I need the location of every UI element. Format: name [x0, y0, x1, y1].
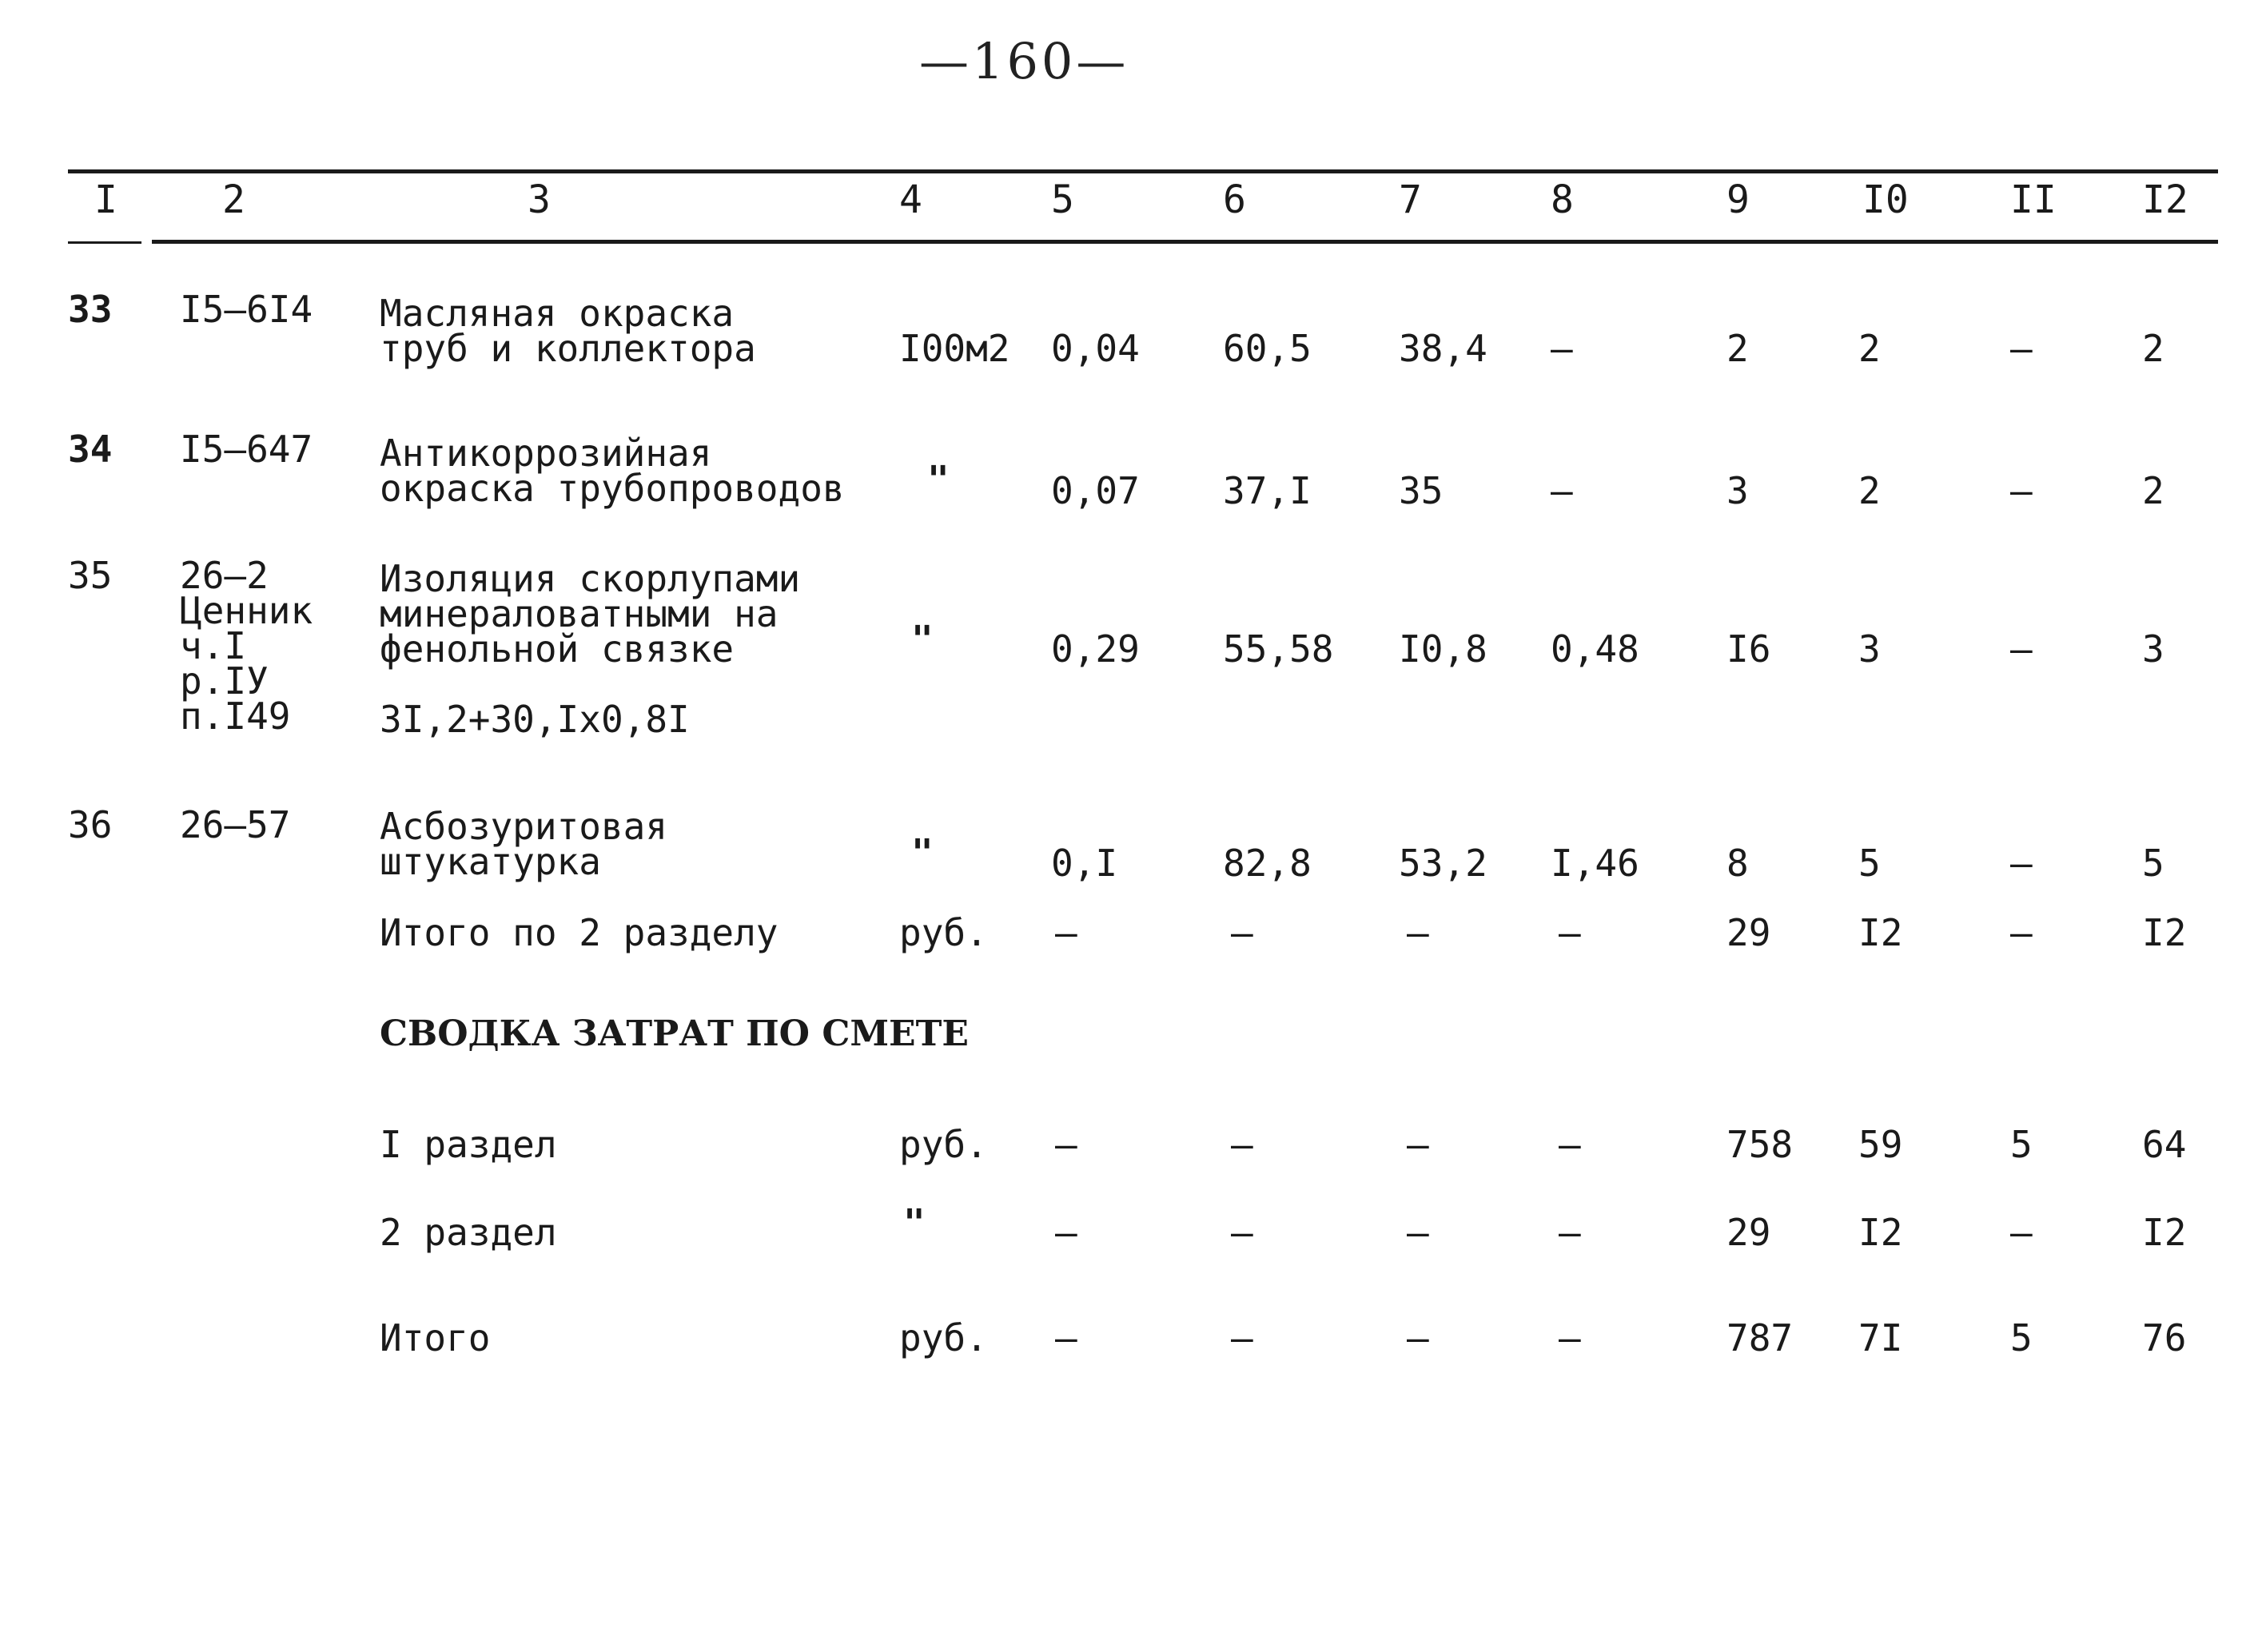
row-num: 34	[68, 428, 113, 471]
row-col9: I6	[1726, 627, 1771, 671]
summary-col10: I2	[1858, 1211, 1903, 1254]
row-col11: –	[2010, 627, 2033, 671]
col-header-8: 8	[1551, 177, 1574, 222]
col-header-5: 5	[1051, 177, 1074, 222]
row-code-line: ч.I	[180, 624, 247, 667]
summary-col6: –	[1231, 1123, 1253, 1166]
row-desc-line: Антикоррозийная	[380, 432, 712, 475]
subtotal-col8: –	[1559, 911, 1581, 954]
summary-col12: 64	[2142, 1123, 2187, 1166]
row-desc-line: штукатурка	[380, 840, 601, 883]
row-code-line: 26–2	[180, 554, 269, 597]
summary-unit-ditto: "	[903, 1201, 926, 1244]
row-col5: 0,07	[1051, 469, 1140, 512]
row-col6: 82,8	[1223, 842, 1312, 885]
row-code: I5–6I4	[180, 288, 313, 331]
row-col7: 38,4	[1399, 327, 1487, 370]
summary-col5: –	[1055, 1123, 1077, 1166]
header-bottom-rule	[152, 240, 2218, 244]
row-col8: –	[1551, 469, 1573, 512]
summary-col7: –	[1407, 1123, 1429, 1166]
summary-col11: 5	[2010, 1123, 2033, 1166]
row-col11: –	[2010, 469, 2033, 512]
summary-col7: –	[1407, 1316, 1429, 1359]
row-code-line: п.I49	[180, 695, 291, 738]
row-desc-line: фенольной связке	[380, 627, 735, 671]
header-bottom-rule-left	[68, 241, 141, 244]
row-col12: 5	[2142, 842, 2164, 885]
row-col6: 55,58	[1223, 627, 1334, 671]
col-header-11: II	[2010, 177, 2057, 222]
row-num: 33	[68, 288, 113, 331]
row-unit-ditto: "	[927, 458, 950, 501]
row-col12: 2	[2142, 469, 2164, 512]
col-header-6: 6	[1223, 177, 1246, 222]
row-code-line: р.IУ	[180, 659, 269, 703]
summary-col12: 76	[2142, 1316, 2187, 1359]
row-col5: 0,I	[1051, 842, 1118, 885]
summary-col11: –	[2010, 1211, 2033, 1254]
row-unit-ditto: "	[911, 618, 934, 661]
summary-col7: –	[1407, 1211, 1429, 1254]
row-unit: I00м2	[899, 327, 1010, 370]
summary-col10: 59	[1858, 1123, 1903, 1166]
row-col8: –	[1551, 327, 1573, 370]
summary-col10: 7I	[1858, 1316, 1903, 1359]
summary-col9: 787	[1726, 1316, 1794, 1359]
subtotal-col9: 29	[1726, 911, 1771, 954]
row-col11: –	[2010, 842, 2033, 885]
row-desc-line: труб и коллектора	[380, 327, 756, 370]
row-code: 26–57	[180, 803, 291, 846]
subtotal-label: Итого по 2 разделу	[380, 911, 779, 954]
col-header-4: 4	[899, 177, 922, 222]
summary-col5: –	[1055, 1211, 1077, 1254]
summary-title: СВОДКА ЗАТРАТ ПО СМЕТЕ	[380, 1013, 969, 1054]
col-header-12: I2	[2142, 177, 2188, 222]
row-col6: 60,5	[1223, 327, 1312, 370]
subtotal-unit: руб.	[899, 911, 988, 954]
summary-col6: –	[1231, 1316, 1253, 1359]
col-header-7: 7	[1399, 177, 1422, 222]
row-col7: I0,8	[1399, 627, 1487, 671]
row-col8: I,46	[1551, 842, 1639, 885]
row-col12: 3	[2142, 627, 2164, 671]
row-col10: 5	[1858, 842, 1881, 885]
table-top-rule	[68, 169, 2218, 173]
col-header-10: I0	[1862, 177, 1909, 222]
row-desc-line: минераловатными на	[380, 592, 779, 635]
summary-col5: –	[1055, 1316, 1077, 1359]
col-header-1: I	[94, 177, 117, 222]
row-col10: 2	[1858, 469, 1881, 512]
summary-col8: –	[1559, 1211, 1581, 1254]
subtotal-col7: –	[1407, 911, 1429, 954]
summary-col9: 758	[1726, 1123, 1794, 1166]
row-desc-line: Асбозуритовая	[380, 805, 668, 848]
row-col11: –	[2010, 327, 2033, 370]
row-col10: 2	[1858, 327, 1881, 370]
row-unit-ditto: "	[911, 831, 934, 874]
row-desc-line: окраска трубопроводов	[380, 467, 845, 510]
row-col7: 35	[1399, 469, 1444, 512]
row-col9: 3	[1726, 469, 1749, 512]
row-num: 36	[68, 803, 113, 846]
row-col5: 0,04	[1051, 327, 1140, 370]
summary-col12: I2	[2142, 1211, 2187, 1254]
summary-label: 2 раздел	[380, 1211, 557, 1254]
row-code: I5–647	[180, 428, 313, 471]
row-col9: 8	[1726, 842, 1749, 885]
page-number: —160—	[919, 32, 1129, 90]
subtotal-col6: –	[1231, 911, 1253, 954]
summary-col6: –	[1231, 1211, 1253, 1254]
row-col10: 3	[1858, 627, 1881, 671]
row-col8: 0,48	[1551, 627, 1639, 671]
subtotal-col5: –	[1055, 911, 1077, 954]
summary-label: I раздел	[380, 1123, 557, 1166]
subtotal-col10: I2	[1858, 911, 1903, 954]
row-desc-line: Масляная окраска	[380, 292, 735, 335]
col-header-9: 9	[1726, 177, 1750, 222]
summary-label: Итого	[380, 1316, 491, 1359]
row-desc-line: Изоляция скорлупами	[380, 557, 801, 600]
col-header-2: 2	[222, 177, 245, 222]
summary-col9: 29	[1726, 1211, 1771, 1254]
summary-unit: руб.	[899, 1123, 988, 1166]
row-col6: 37,I	[1223, 469, 1312, 512]
col-header-3: 3	[528, 177, 551, 222]
row-num: 35	[68, 554, 113, 597]
summary-unit: руб.	[899, 1316, 988, 1359]
summary-col8: –	[1559, 1316, 1581, 1359]
subtotal-col11: –	[2010, 911, 2033, 954]
subtotal-col12: I2	[2142, 911, 2187, 954]
row-col9: 2	[1726, 327, 1749, 370]
row-col5: 0,29	[1051, 627, 1140, 671]
summary-col11: 5	[2010, 1316, 2033, 1359]
summary-col8: –	[1559, 1123, 1581, 1166]
row-col7: 53,2	[1399, 842, 1487, 885]
row-formula: 3I,2+30,Iх0,8I	[380, 698, 690, 741]
row-col12: 2	[2142, 327, 2164, 370]
row-code-line: Ценник	[180, 589, 313, 632]
